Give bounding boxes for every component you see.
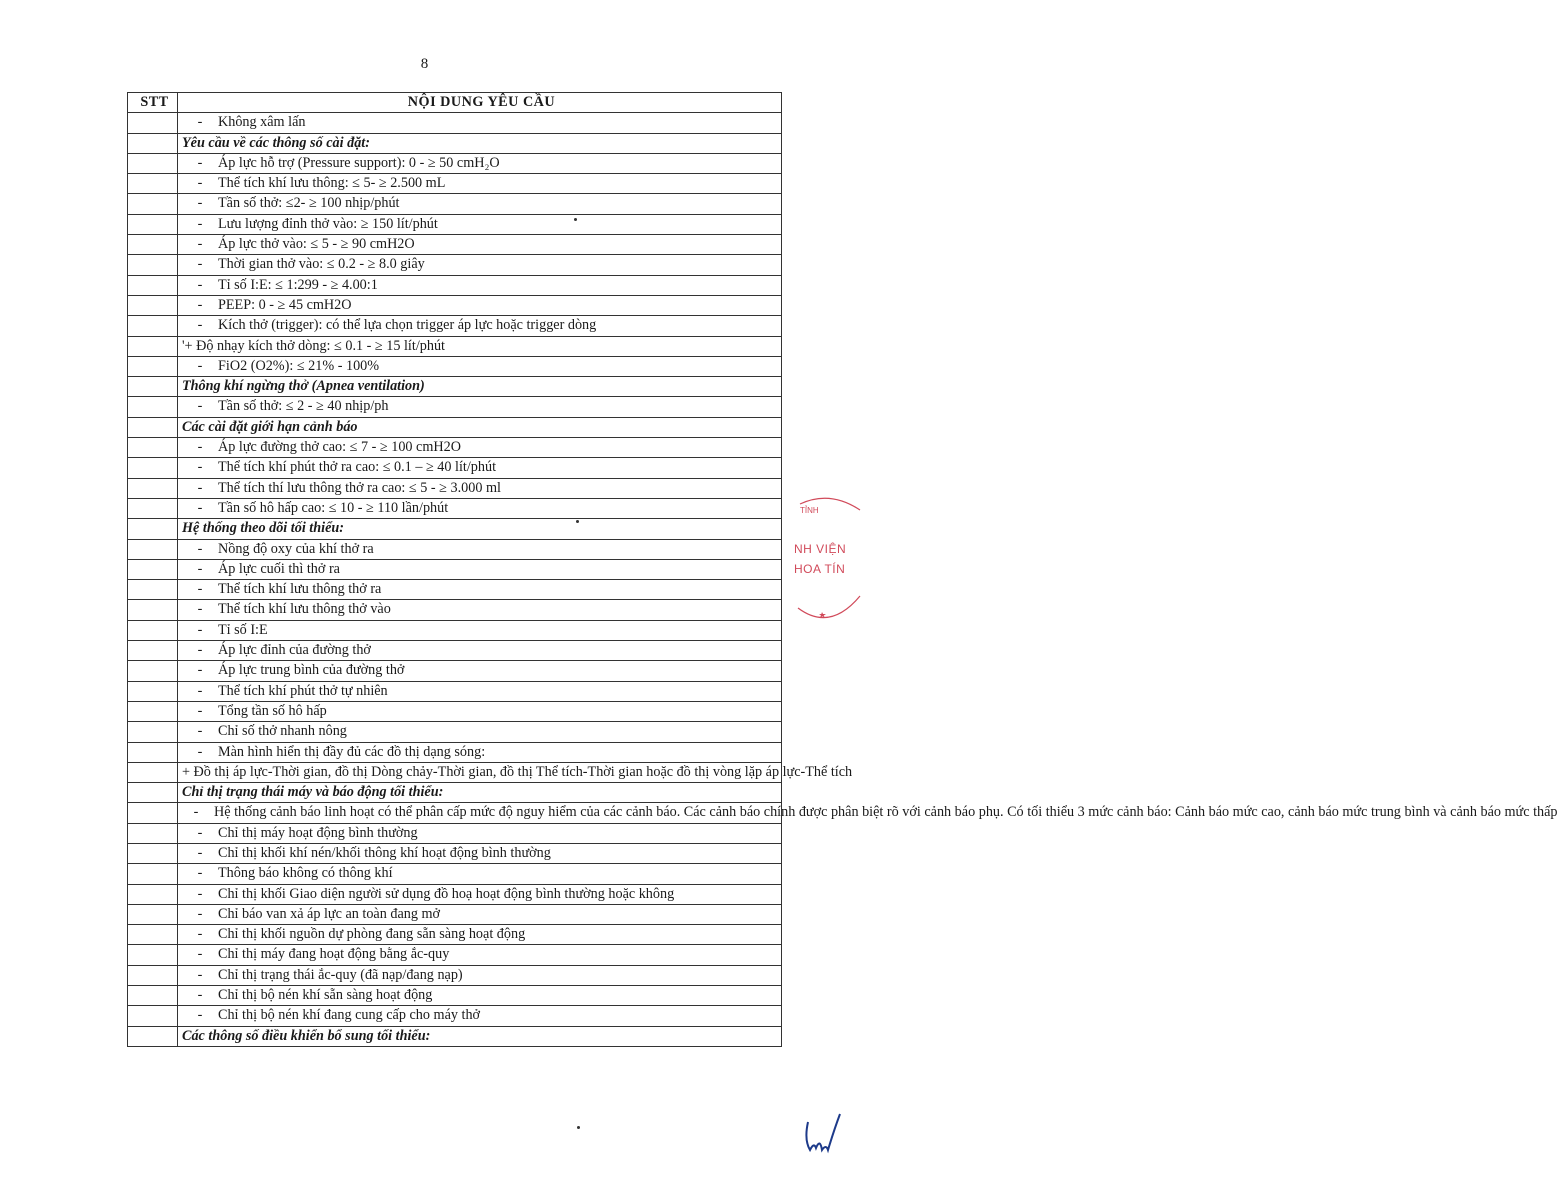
item-text: Áp lực đỉnh của đường thở xyxy=(218,642,371,659)
scan-speck xyxy=(574,218,577,221)
table-row xyxy=(128,519,782,539)
requirement-item xyxy=(178,113,782,133)
item-text: Hệ thống cảnh báo linh hoạt có thể phân cấp mức độ nguy hiểm của các cảnh báo. Các cảnh báo chính được phân biệt rõ với cảnh báo phụ. Có tối thiểu 3 mức cảnh báo: Cảnh báo mức cao, cảnh báo mức trung bình và cảnh báo mức thấp xyxy=(214,804,1558,821)
dash-marker: - xyxy=(197,621,203,638)
table-row xyxy=(128,438,782,458)
stt-cell xyxy=(128,397,178,417)
stt-cell xyxy=(128,864,178,884)
requirement-item xyxy=(178,356,782,376)
dash-marker: - xyxy=(197,987,203,1004)
stt-cell xyxy=(128,1006,178,1026)
requirement-item xyxy=(178,600,782,620)
handwritten-signature xyxy=(804,1110,844,1160)
item-text: Tần số hô hấp cao: ≤ 10 - ≥ 110 lần/phút xyxy=(218,499,449,516)
dash-marker: - xyxy=(197,966,203,983)
stt-cell xyxy=(128,843,178,863)
dash-marker: - xyxy=(197,276,203,293)
dash-marker: - xyxy=(197,743,203,760)
requirement-item xyxy=(178,539,782,559)
item-text: Thể tích khí lưu thông thở vào xyxy=(218,601,391,618)
table-row xyxy=(128,843,782,863)
stt-cell xyxy=(128,600,178,620)
section-heading: Yêu cầu về các thông số cài đặt: xyxy=(178,133,782,153)
item-text: Áp lực đường thở cao: ≤ 7 - ≥ 100 cmH2O xyxy=(218,439,461,456)
table-row xyxy=(128,336,782,356)
table-row xyxy=(128,884,782,904)
table-row xyxy=(128,580,782,600)
dash-marker: - xyxy=(193,804,199,821)
item-text: Chỉ thị bộ nén khí đang cung cấp cho máy thở xyxy=(218,1007,481,1024)
stt-cell xyxy=(128,153,178,173)
stt-cell xyxy=(128,295,178,315)
dash-marker: - xyxy=(197,723,203,740)
table-row xyxy=(128,539,782,559)
item-text: Thể tích khí phút thở tự nhiên xyxy=(218,682,388,699)
table-row xyxy=(128,478,782,498)
requirement-item xyxy=(178,823,782,843)
requirement-item xyxy=(178,275,782,295)
table-row xyxy=(128,316,782,336)
requirement-item xyxy=(178,945,782,965)
table-row xyxy=(128,742,782,762)
table-row xyxy=(128,194,782,214)
requirement-item xyxy=(178,803,1558,823)
requirement-item xyxy=(178,295,782,315)
dash-marker: - xyxy=(197,926,203,943)
item-text: Tỉ số I:E: ≤ 1:299 - ≥ 4.00:1 xyxy=(218,276,378,293)
item-text: Kích thở (trigger): có thể lựa chọn trigger áp lực hoặc trigger dòng xyxy=(218,317,597,334)
table-row xyxy=(128,113,782,133)
stt-cell xyxy=(128,133,178,153)
stt-cell xyxy=(128,316,178,336)
item-text: Áp lực cuối thì thở ra xyxy=(218,560,340,577)
requirement-item xyxy=(178,214,782,234)
item-text: Thể tích khí lưu thông thở ra xyxy=(218,581,382,598)
dash-marker: - xyxy=(197,844,203,861)
stt-cell xyxy=(128,701,178,721)
stt-cell xyxy=(128,945,178,965)
dash-marker: - xyxy=(197,114,203,131)
stt-cell xyxy=(128,641,178,661)
table-row xyxy=(128,661,782,681)
item-text: PEEP: 0 - ≥ 45 cmH2O xyxy=(218,296,352,313)
stt-cell xyxy=(128,580,178,600)
requirement-item xyxy=(178,397,782,417)
wrapped-item: + Đồ thị áp lực-Thời gian, đồ thị Dòng chảy-Thời gian, đồ thị Thể tích-Thời gian hoặc đồ thị vòng lặp áp lực-Thể tích xyxy=(178,762,782,782)
stt-cell xyxy=(128,823,178,843)
item-text: Chỉ thị khối Giao diện người sử dụng đồ hoạ hoạt động bình thường hoặc không xyxy=(218,885,675,902)
dash-marker: - xyxy=(197,560,203,577)
dash-marker: - xyxy=(197,236,203,253)
seal-text-line1: NH VIỆN xyxy=(794,542,847,556)
requirement-item xyxy=(178,864,782,884)
dash-marker: - xyxy=(197,946,203,963)
stt-cell xyxy=(128,681,178,701)
stt-cell xyxy=(128,742,178,762)
dash-marker: - xyxy=(197,702,203,719)
item-text: Thể tích khí lưu thông: ≤ 5- ≥ 2.500 mL xyxy=(218,175,446,192)
item-text: Chỉ thị trạng thái ắc-quy (đã nạp/đang nạp) xyxy=(218,966,463,983)
section-heading: Hệ thống theo dõi tối thiểu: xyxy=(178,519,782,539)
item-text: Thời gian thở vào: ≤ 0.2 - ≥ 8.0 giây xyxy=(218,256,425,273)
item-text: Chỉ thị máy đang hoạt động bằng ắc-quy xyxy=(218,946,450,963)
stt-cell xyxy=(128,458,178,478)
dash-marker: - xyxy=(197,439,203,456)
stt-cell xyxy=(128,174,178,194)
dash-marker: - xyxy=(197,154,203,171)
dash-marker: - xyxy=(197,499,203,516)
requirement-item xyxy=(178,153,782,173)
stt-cell xyxy=(128,255,178,275)
requirement-item xyxy=(178,194,782,214)
table-row xyxy=(128,397,782,417)
table-row xyxy=(128,275,782,295)
dash-marker: - xyxy=(197,195,203,212)
item-text: Chỉ thị khối nguồn dự phòng đang sẵn sàng hoạt động xyxy=(218,926,526,943)
item-text: Áp lực hỗ trợ (Pressure support): 0 - ≥ 50 cmH₂O xyxy=(218,154,500,171)
item-text: Thông báo không có thông khí xyxy=(218,865,393,882)
table-row xyxy=(128,600,782,620)
table-row xyxy=(128,803,782,823)
dash-marker: - xyxy=(197,317,203,334)
stt-header: STT xyxy=(128,93,178,113)
table-row xyxy=(128,783,782,803)
stt-cell xyxy=(128,377,178,397)
table-header-row xyxy=(128,93,782,113)
requirement-item xyxy=(178,986,782,1006)
requirement-item xyxy=(178,661,782,681)
table-row xyxy=(128,864,782,884)
requirement-item xyxy=(178,742,782,762)
table-row xyxy=(128,681,782,701)
item-text: Tần số thở: ≤ 2 - ≥ 40 nhịp/ph xyxy=(218,398,389,415)
item-text: FiO2 (O2%): ≤ 21% - 100% xyxy=(218,357,380,374)
requirement-item xyxy=(178,174,782,194)
stt-cell xyxy=(128,113,178,133)
item-text: Thể tích khí phút thở ra cao: ≤ 0.1 – ≥ 40 lít/phút xyxy=(218,459,497,476)
stt-cell xyxy=(128,336,178,356)
stt-cell xyxy=(128,904,178,924)
dash-marker: - xyxy=(197,175,203,192)
table-row xyxy=(128,823,782,843)
dash-marker: - xyxy=(197,296,203,313)
requirement-item xyxy=(178,458,782,478)
requirement-item xyxy=(178,701,782,721)
dash-marker: - xyxy=(197,905,203,922)
dash-marker: - xyxy=(197,459,203,476)
item-text: Nồng độ oxy của khí thở ra xyxy=(218,540,374,557)
dash-marker: - xyxy=(197,865,203,882)
red-seal-stamp xyxy=(790,496,870,628)
dash-marker: - xyxy=(197,601,203,618)
stt-cell xyxy=(128,235,178,255)
dash-marker: - xyxy=(197,662,203,679)
table-row xyxy=(128,559,782,579)
table-row xyxy=(128,965,782,985)
table-row xyxy=(128,417,782,437)
table-row xyxy=(128,925,782,945)
scan-speck xyxy=(576,520,579,523)
dash-marker: - xyxy=(197,581,203,598)
stt-cell xyxy=(128,356,178,376)
item-text: Chỉ thị bộ nén khí sẵn sàng hoạt động xyxy=(218,987,433,1004)
dash-marker: - xyxy=(197,215,203,232)
table-row xyxy=(128,1006,782,1026)
stt-cell xyxy=(128,275,178,295)
item-text: Chỉ thị máy hoạt động bình thường xyxy=(218,824,418,841)
item-text: Màn hình hiển thị đầy đủ các đồ thị dạng sóng: xyxy=(218,743,486,760)
requirement-item xyxy=(178,681,782,701)
stt-cell xyxy=(128,965,178,985)
requirement-item xyxy=(178,559,782,579)
stt-cell xyxy=(128,884,178,904)
dash-marker: - xyxy=(197,824,203,841)
stt-cell xyxy=(128,194,178,214)
table-row xyxy=(128,235,782,255)
table-row xyxy=(128,377,782,397)
table-row xyxy=(128,620,782,640)
requirement-item xyxy=(178,965,782,985)
requirement-item xyxy=(178,904,782,924)
table-row xyxy=(128,356,782,376)
requirement-item xyxy=(178,498,782,518)
stt-cell xyxy=(128,214,178,234)
requirement-item xyxy=(178,478,782,498)
stt-cell xyxy=(128,925,178,945)
seal-text-line2: HOA TÍN xyxy=(794,562,846,576)
dash-marker: - xyxy=(197,398,203,415)
table-row xyxy=(128,762,782,782)
section-heading: Thông khí ngừng thở (Apnea ventilation) xyxy=(178,377,782,397)
table-row xyxy=(128,641,782,661)
stt-cell xyxy=(128,661,178,681)
stt-cell xyxy=(128,498,178,518)
requirement-item xyxy=(178,1006,782,1026)
item-text: Thể tích thí lưu thông thở ra cao: ≤ 5 - ≥ 3.000 ml xyxy=(218,479,501,496)
item-text: Lưu lượng đỉnh thở vào: ≥ 150 lít/phút xyxy=(218,215,438,232)
table-row xyxy=(128,1026,782,1046)
stt-cell xyxy=(128,438,178,458)
section-heading: Các thông số điều khiển bổ sung tối thiểu: xyxy=(178,1026,782,1046)
requirement-item xyxy=(178,255,782,275)
dash-marker: - xyxy=(197,357,203,374)
requirement-item xyxy=(178,438,782,458)
table-row xyxy=(128,133,782,153)
requirement-item xyxy=(178,925,782,945)
stt-cell xyxy=(128,722,178,742)
item-text: Chỉ báo van xả áp lực an toàn đang mở xyxy=(218,905,441,922)
table-row xyxy=(128,498,782,518)
requirement-item xyxy=(178,316,782,336)
item-text: Tổng tần số hô hấp xyxy=(218,702,327,719)
stt-cell xyxy=(128,762,178,782)
stt-cell xyxy=(128,620,178,640)
item-text: Tỉ số I:E xyxy=(218,621,268,638)
item-text: Áp lực trung bình của đường thở xyxy=(218,662,405,679)
table-row xyxy=(128,945,782,965)
section-heading: Các cài đặt giới hạn cảnh báo xyxy=(178,417,782,437)
stt-cell xyxy=(128,478,178,498)
dash-marker: - xyxy=(197,885,203,902)
dash-marker: - xyxy=(197,682,203,699)
requirement-item xyxy=(178,235,782,255)
requirement-item xyxy=(178,580,782,600)
requirement-item xyxy=(178,722,782,742)
item-text: Chỉ số thở nhanh nông xyxy=(218,723,347,740)
stt-cell xyxy=(128,1026,178,1046)
table-row xyxy=(128,722,782,742)
table-row xyxy=(128,986,782,1006)
stt-cell xyxy=(128,539,178,559)
section-heading: Chỉ thị trạng thái máy và báo động tối thiểu: xyxy=(178,783,782,803)
requirement-item xyxy=(178,884,782,904)
table-row xyxy=(128,904,782,924)
stt-cell xyxy=(128,783,178,803)
dash-marker: - xyxy=(197,540,203,557)
page-number: 8 xyxy=(420,56,429,72)
stt-cell xyxy=(128,559,178,579)
table-row xyxy=(128,174,782,194)
dash-marker: - xyxy=(197,642,203,659)
seal-text-top: TỈNH xyxy=(800,506,819,515)
table-row xyxy=(128,295,782,315)
item-text: Áp lực thở vào: ≤ 5 - ≥ 90 cmH2O xyxy=(218,236,415,253)
dash-marker: - xyxy=(197,256,203,273)
table-row xyxy=(128,214,782,234)
table-row xyxy=(128,458,782,478)
item-text: Không xâm lấn xyxy=(218,114,306,131)
table-row xyxy=(128,701,782,721)
dash-marker: - xyxy=(197,1007,203,1024)
table-row xyxy=(128,255,782,275)
requirement-item xyxy=(178,641,782,661)
table-row xyxy=(128,153,782,173)
dash-marker: - xyxy=(197,479,203,496)
requirement-item xyxy=(178,620,782,640)
stt-cell xyxy=(128,519,178,539)
stt-cell xyxy=(128,803,178,823)
item-text: Tần số thở: ≤2- ≥ 100 nhịp/phút xyxy=(218,195,400,212)
requirement-item xyxy=(178,843,782,863)
item-text: Chỉ thị khối khí nén/khối thông khí hoạt động bình thường xyxy=(218,844,551,861)
stt-cell xyxy=(128,986,178,1006)
content-header: NỘI DUNG YÊU CẦU xyxy=(178,93,782,113)
stt-cell xyxy=(128,417,178,437)
sub-item: '+ Độ nhạy kích thở dòng: ≤ 0.1 - ≥ 15 lít/phút xyxy=(178,336,782,356)
scan-speck xyxy=(577,1126,580,1129)
